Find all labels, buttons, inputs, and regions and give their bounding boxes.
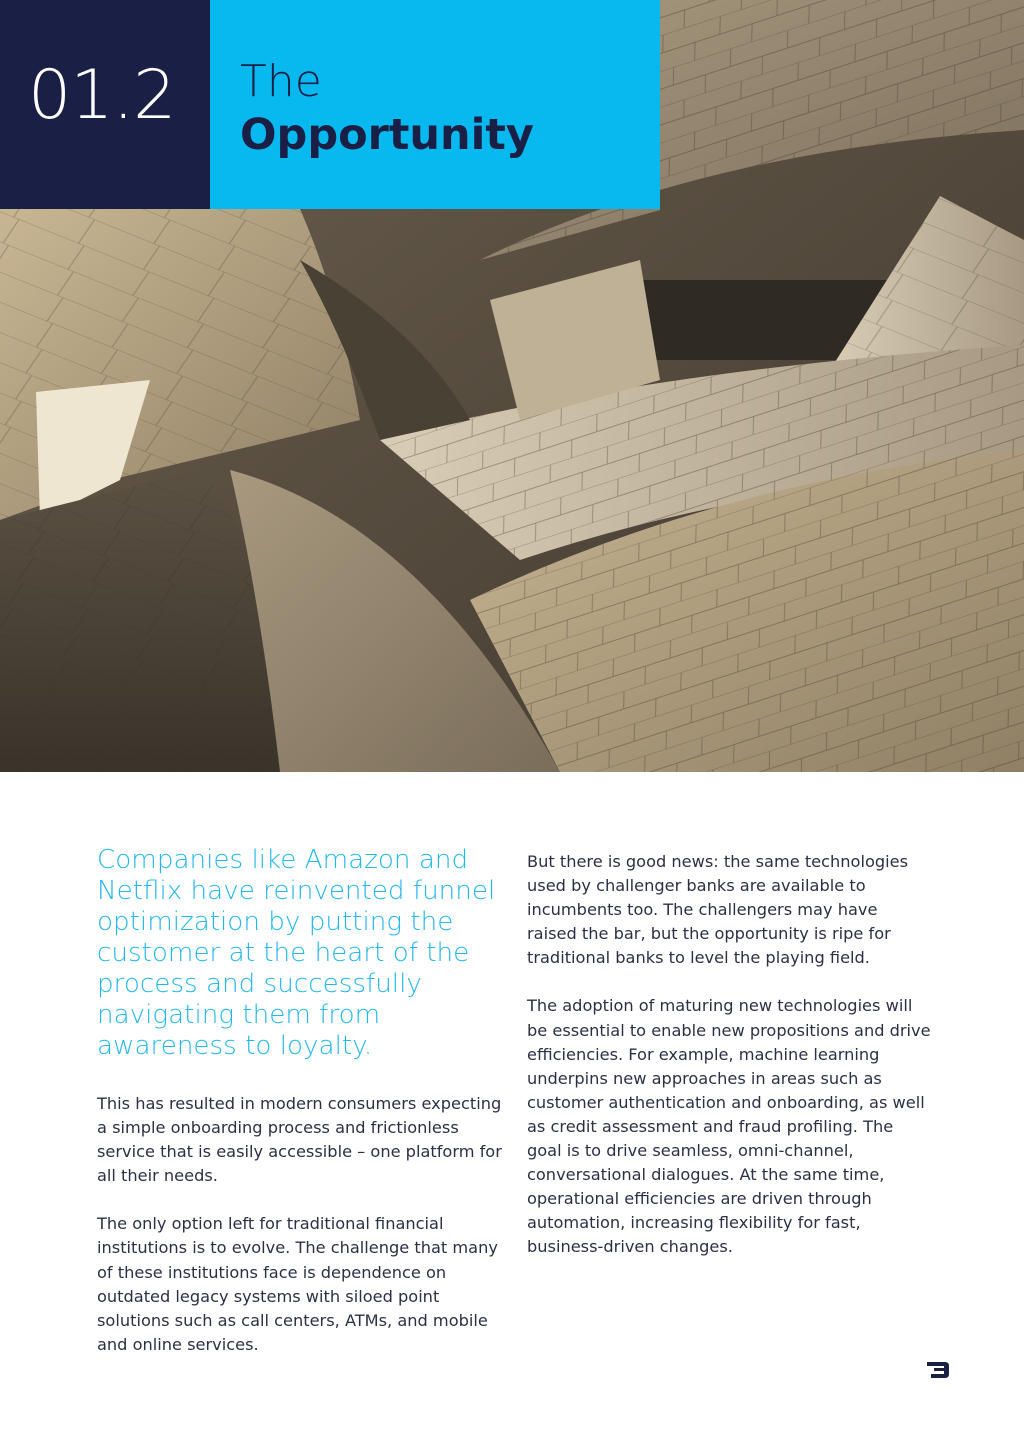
section-number-box	[0, 0, 210, 209]
body-paragraph: The only option left for traditional financial institutions is to evolve. The challenge that many of these institutions face is dependence on outdated legacy systems with siloed point solutions such as call centers, ATMs, and mobile and online services.	[97, 1214, 498, 1354]
body-paragraph: The adoption of maturing new technologies will be essential to enable new propositions and drive efficiencies. For example, machine learning underpins new approaches in areas such as customer authentication and onboarding, as well as credit assessment and fraud profiling. The goal is to drive seamless, omni-channel, conversational dialogues. At the same time, operational efficiencies are driven through automation, increasing flexibility for fast, business-driven changes.	[527, 996, 931, 1257]
body-paragraph: This has resulted in modern consumers expecting a simple onboarding process and frictionless service that is easily accessible – one platform for all their needs.	[97, 1094, 502, 1186]
section-title-box	[210, 0, 660, 209]
left-column	[97, 845, 502, 1381]
section-title-line2: Opportunity	[240, 110, 534, 160]
body-paragraph: But there is good news: the same technologies used by challenger banks are available to incumbents too. The challengers may have raised the bar, but the opportunity is ripe for traditional banks to level the playing field.	[527, 852, 909, 968]
lead-paragraph: Companies like Amazon and Netflix have reinvented funnel optimization by putting the customer at the heart of the process and successfully navigating them from awareness to loyalty.	[97, 845, 496, 1061]
section-number: 01.2	[28, 56, 176, 135]
section-title-line1: The	[240, 56, 322, 107]
right-column	[527, 850, 932, 1284]
brand-logo-icon	[925, 1360, 951, 1380]
